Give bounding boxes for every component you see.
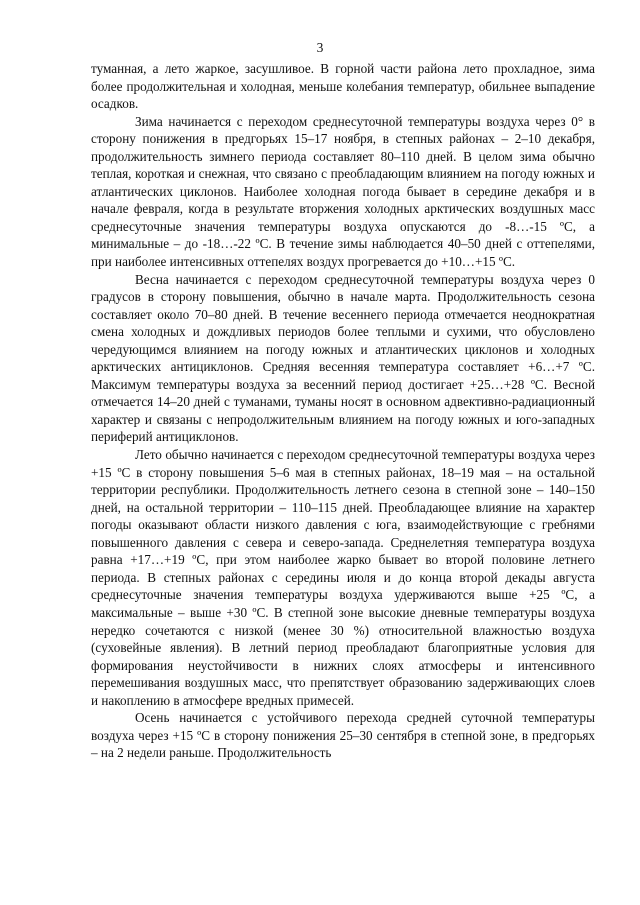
body-text (91, 60, 595, 762)
paragraph-5: Осень начинается с устойчивого перехода средней суточной температуры воздуха через +15 ºС в сторону понижения 25–30 сентября в степной зоне, в предгорьях – на 2 недели раньше. Продолжительность (91, 710, 595, 761)
paragraph-2: Зима начинается с переходом среднесуточной температуры воздуха через 0° в сторону понижения в предгорьях 15–17 ноября, в степных районах – 2–10 декабря, продолжительность зимнего периода составляет 80–110 дней. В целом зима обычно теплая, короткая и снежная, что связано с преобладающим влиянием на погоду южных и атлантических циклонов. Наиболее холодная погода бывает в середине декабря и в начале февраля, когда в результате вторжения холодных арктических воздушных масс среднесуточные значения температуры воздуха опускаются до -8…-15 ºС, а минимальные – до -18…-22 ºС. В течение зимы наблюдается 40–50 дней с оттепелями, при наиболее интенсивных оттепелях воздух прогревается до +10…+15 ºС. (91, 113, 595, 270)
paragraph-4: Лето обычно начинается с переходом среднесуточной температуры воздуха через +15 ºС в сторону повышения 5–6 мая в степных районах, 18–19 мая – на остальной территории республики. Продолжительность летнего сезона в степной зоне – 140–150 дней, на остальной территории – 110–115 дней. Преобладающее влияние на характер погоды оказывают области низкого давления с юга, взаимодействующие с гребнями повышенного давления с севера и северо-запада. Среднелетняя температура воздуха равна +17…+19 ºС, при этом наиболее жарко бывает во второй половине летнего периода. В степных районах с середины июля и до конца второй декады августа среднесуточные значения температуры воздуха удерживаются выше +25 ºС, а максимальные – выше +30 ºС. В степной зоне высокие дневные температуры воздуха нередко сочетаются с низкой (менее 30 %) относительной влажностью воздуха (суховейные явления). В летний период преобладают благоприятные условия для формирования неустойчивости в нижних слоях атмосферы и интенсивного перемешивания воздушных масс, что препятствует образованию задерживающих слоев и накоплению в атмосфере вредных примесей. (91, 447, 595, 708)
page-number: 3 (316, 40, 324, 55)
paragraph-3: Весна начинается с переходом среднесуточной температуры воздуха через 0 градусов в сторону повышения, обычно в начале марта. Продолжительность сезона составляет около 70–80 дней. В течение весеннего периода отмечается неоднократная смена холодных и дождливых периодов более теплыми и сухими, что обусловлено чередующимся влиянием на погоду южных и атлантических циклонов и холодных арктических антициклонов. Средняя весенняя температура составляет +6…+7 ºС. Максимум температуры воздуха за весенний период достигает +25…+28 ºС. Весной отмечается 14–20 дней с туманами, туманы носят в основном адвективно-радиационный характер и связаны с непродолжительным влиянием на погоду южных и юго-западных периферий антициклонов. (91, 271, 595, 445)
paragraph-1: туманная, а лето жаркое, засушливое. В горной части района лето прохладное, зима более продолжительная и холодная, меньше колебания температур, обильнее выпадение осадков. (91, 61, 595, 112)
